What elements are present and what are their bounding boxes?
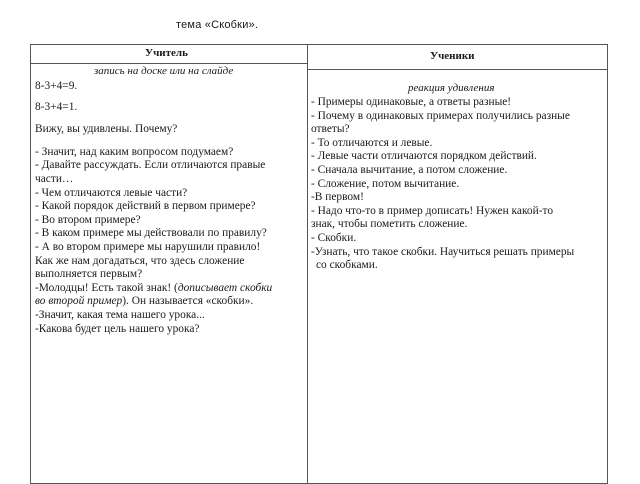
teacher-line-mixed [35, 295, 303, 309]
teacher-column-header: Учитель [145, 47, 188, 59]
teacher-line: -Значит, какая тема нашего урока... [35, 308, 205, 321]
teacher-header-rule [30, 63, 308, 64]
teacher-line: -Какова будет цель нашего урока? [35, 322, 200, 335]
teacher-line: - Чем отличаются левые части? [35, 186, 188, 199]
student-line: -В первом! [311, 191, 364, 204]
students-column-header: Ученики [430, 50, 475, 62]
teacher-line-mixed [35, 282, 303, 296]
teacher-line: Вижу, вы удивлены. Почему? [35, 123, 178, 136]
students-column [311, 96, 603, 273]
teacher-line: - А во втором примере мы нарушили правило! [35, 240, 261, 253]
student-line: со скобками. [316, 259, 378, 272]
teacher-line: - В каком примере мы действовали по правилу? [35, 227, 267, 240]
teacher-subheader: запись на доске или на слайде [94, 65, 234, 77]
teacher-line: части… [35, 172, 74, 185]
teacher-italic-note: во второй пример [35, 295, 123, 308]
student-line: - Сначала вычитание, а потом сложение. [311, 163, 508, 176]
students-subheader: реакция удивления [408, 82, 495, 94]
teacher-line: - Значит, над каким вопросом подумаем? [35, 145, 234, 158]
teacher-line: выполняется первым? [35, 268, 143, 281]
student-line: - Надо что-то в пример дописать! Нужен какой-то [311, 204, 554, 217]
teacher-italic-note: дописывает скобки [177, 281, 273, 294]
teacher-line: 8-3+4=9. [35, 80, 78, 92]
student-line: ответы? [311, 123, 350, 136]
student-line: - Левые части отличаются порядком действий. [311, 150, 537, 163]
student-line: - Скобки. [311, 231, 357, 244]
teacher-line: - Во втором примере? [35, 213, 141, 226]
teacher-text: ). Он называется «скобки». [122, 295, 254, 308]
teacher-line: 8-3+4=1. [35, 100, 78, 113]
student-line: - Сложение, потом вычитание. [311, 177, 460, 190]
student-line: -Узнать, что такое скобки. Научиться решать примеры [311, 245, 575, 258]
teacher-line: - Какой порядок действий в первом примере? [35, 200, 256, 213]
teacher-line: - Давайте рассуждать. Если отличаются правые [35, 159, 266, 172]
teacher-column [35, 80, 303, 336]
teacher-line: Как же нам догадаться, что здесь сложение [35, 254, 245, 267]
student-line: - Примеры одинаковые, а ответы разные! [311, 96, 512, 108]
topic-title: тема «Скобки». [176, 19, 259, 31]
teacher-text: -Молодцы! Есть такой знак! ( [35, 281, 178, 294]
student-line: - То отличаются и левые. [311, 136, 433, 149]
student-line: знак, чтобы пометить сложение. [311, 218, 468, 231]
student-line: - Почему в одинаковых примерах получились разные [311, 109, 570, 122]
column-divider [307, 44, 308, 484]
students-header-rule [307, 69, 608, 70]
